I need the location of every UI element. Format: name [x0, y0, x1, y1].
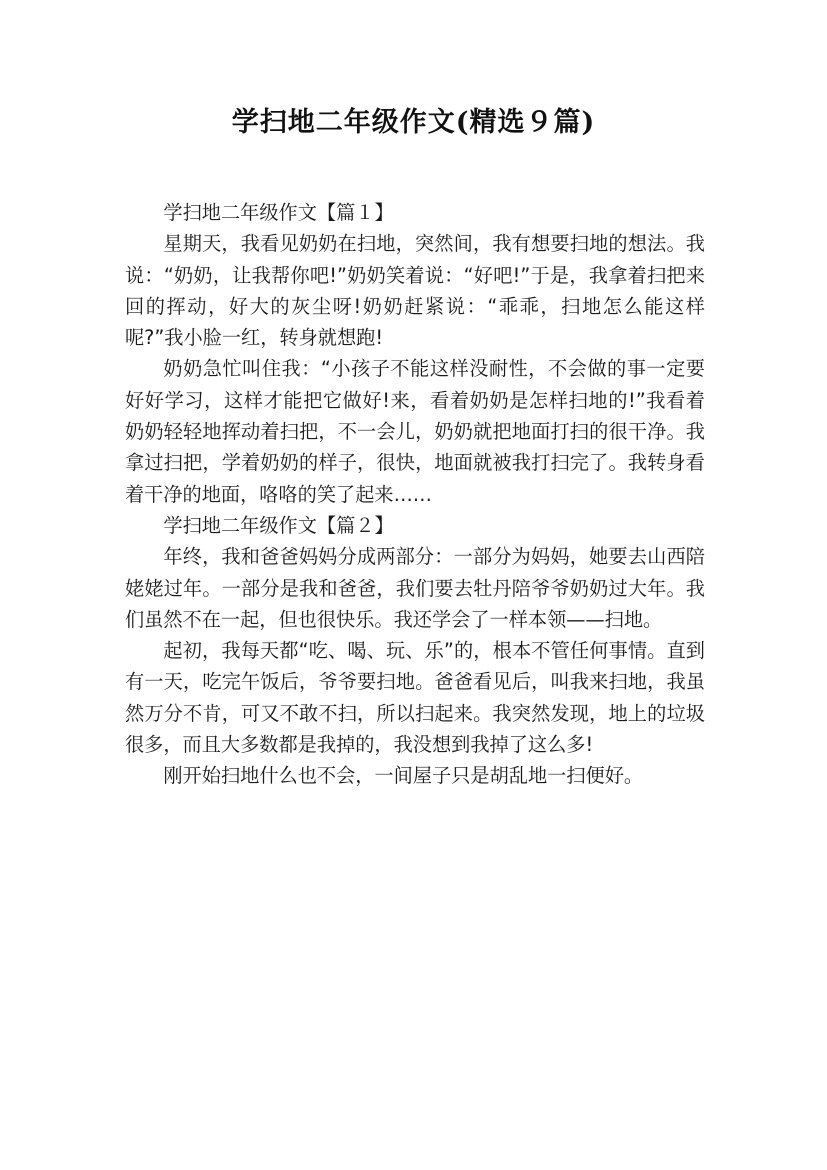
paragraph: 奶奶急忙叫住我：“小孩子不能这样没耐性，不会做的事一定要好好学习，这样才能把它做好!来，看着奶奶是怎样扫地的!”我看着奶奶轻轻地挥动着扫把，不一会儿，奶奶就把地面打扫的很干净。我拿过扫把，学着奶奶的样子，很快，地面就被我打扫完了。我转身看着干净的地面，咯咯的笑了起来…… — [125, 357, 705, 506]
document-body — [125, 197, 705, 792]
document-title: 学扫地二年级作文(精选９篇) — [231, 107, 596, 138]
section-1 — [125, 197, 705, 510]
section-2 — [125, 510, 705, 792]
paragraph: 星期天，我看见奶奶在扫地，突然间，我有想要扫地的想法。我说：“奶奶，让我帮你吧!”奶奶笑着说：“好吧!”于是，我拿着扫把来回的挥动，好大的灰尘呀!奶奶赶紧说：“乖乖，扫地怎么能这样呢?”我小脸一红，转身就想跑! — [125, 232, 705, 350]
paragraph: 刚开始扫地什么也不会，一间屋子只是胡乱地一扫便好。 — [163, 764, 644, 788]
paragraph: 起初，我每天都“吃、喝、玩、乐”的，根本不管任何事情。直到有一天，吃完午饭后，爷爷要扫地。爸爸看见后，叫我来扫地，我虽然万分不肯，可又不敢不扫，所以扫起来。我突然发现，地上的垃圾很多，而且大多数都是我掉的，我没想到我掉了这么多! — [125, 639, 705, 757]
section-heading: 学扫地二年级作文【篇２】 — [163, 513, 394, 537]
section-heading: 学扫地二年级作文【篇１】 — [163, 201, 394, 224]
paragraph: 年终，我和爸爸妈妈分成两部分：一部分为妈妈，她要去山西陪姥姥过年。一部分是我和爸爸，我们要去牡丹陪爷爷奶奶过大年。我们虽然不在一起，但也很快乐。我还学会了一样本领——扫地。 — [125, 545, 705, 631]
